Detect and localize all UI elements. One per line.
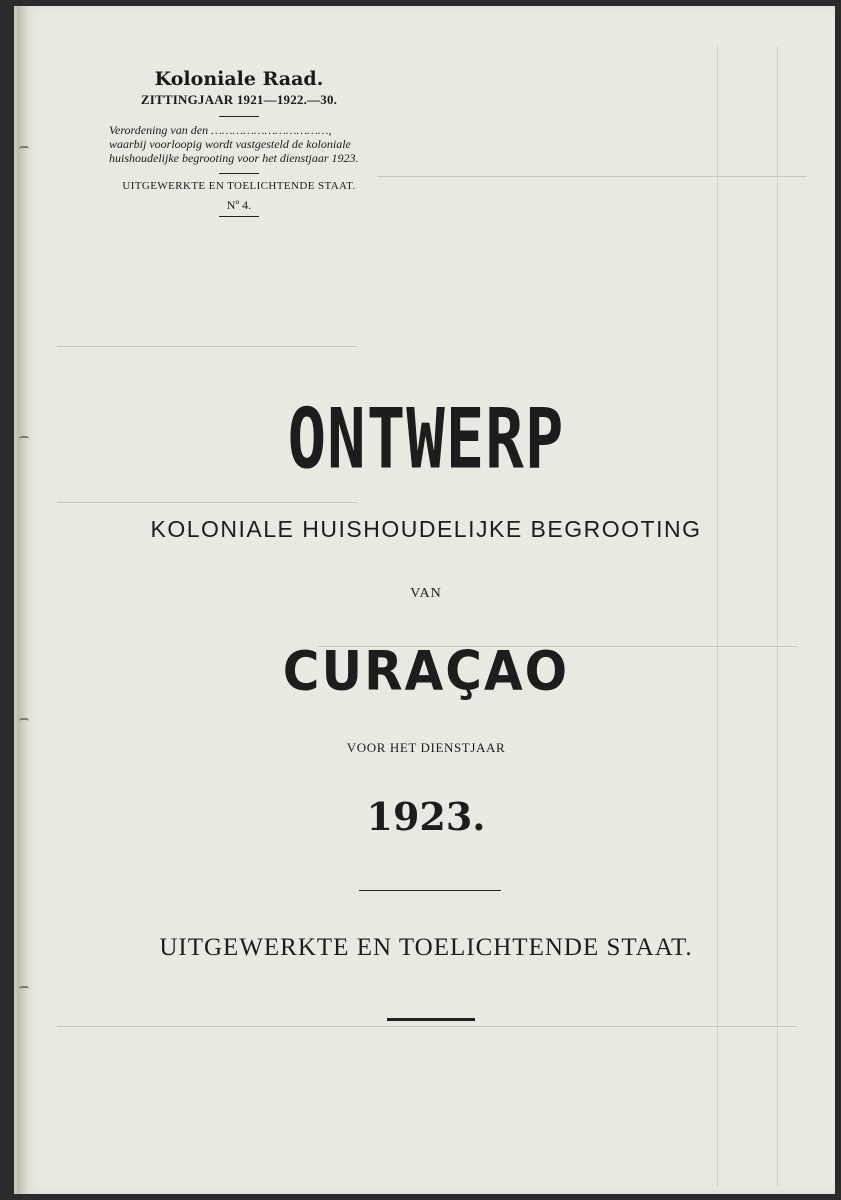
council-name: Koloniale Raad. [154,68,324,90]
bleed-through-rule [57,502,357,503]
document-page [14,6,835,1194]
binding-stitch [19,986,29,992]
budget-title: KOLONIALE HUISHOUDELIJKE BEGROOTING [150,516,702,542]
session-year: ZITTINGJAAR 1921—1922.—30. [140,92,338,107]
binding-stitch [19,718,29,724]
number-underline [219,216,259,217]
document-header [105,62,373,217]
of-label: VAN [410,586,442,601]
bleed-through-column-line [717,46,718,1186]
section-divider [359,890,501,891]
statement-small-title: UITGEWERKTE EN TOELICHTENDE STAAT. [122,180,356,192]
colony-name: CURAÇAO [282,639,570,703]
statement-title: UITGEWERKTE EN TOELICHTENDE STAAT. [159,934,693,961]
bleed-through-rule [57,346,357,347]
header-divider [219,173,259,174]
bleed-through-rule [57,1026,797,1027]
fiscal-year-label: VOOR HET DIENSTJAAR [346,740,506,755]
fiscal-year: 1923. [366,794,486,839]
binding-stitch [19,146,29,152]
closing-rule [387,1018,475,1021]
header-divider [219,116,259,117]
document-number: Nº 4. [226,198,252,212]
ordinance-text: Verordening van den ……………………………, waarbij voorloopig wordt vastgesteld de koloniale huishoudelijke begrooting voor het dienstjaar 1923. [109,123,359,165]
bleed-through-column-line [777,46,778,1186]
draft-title: ONTWERP [287,392,565,489]
bleed-through-rule [377,176,807,177]
